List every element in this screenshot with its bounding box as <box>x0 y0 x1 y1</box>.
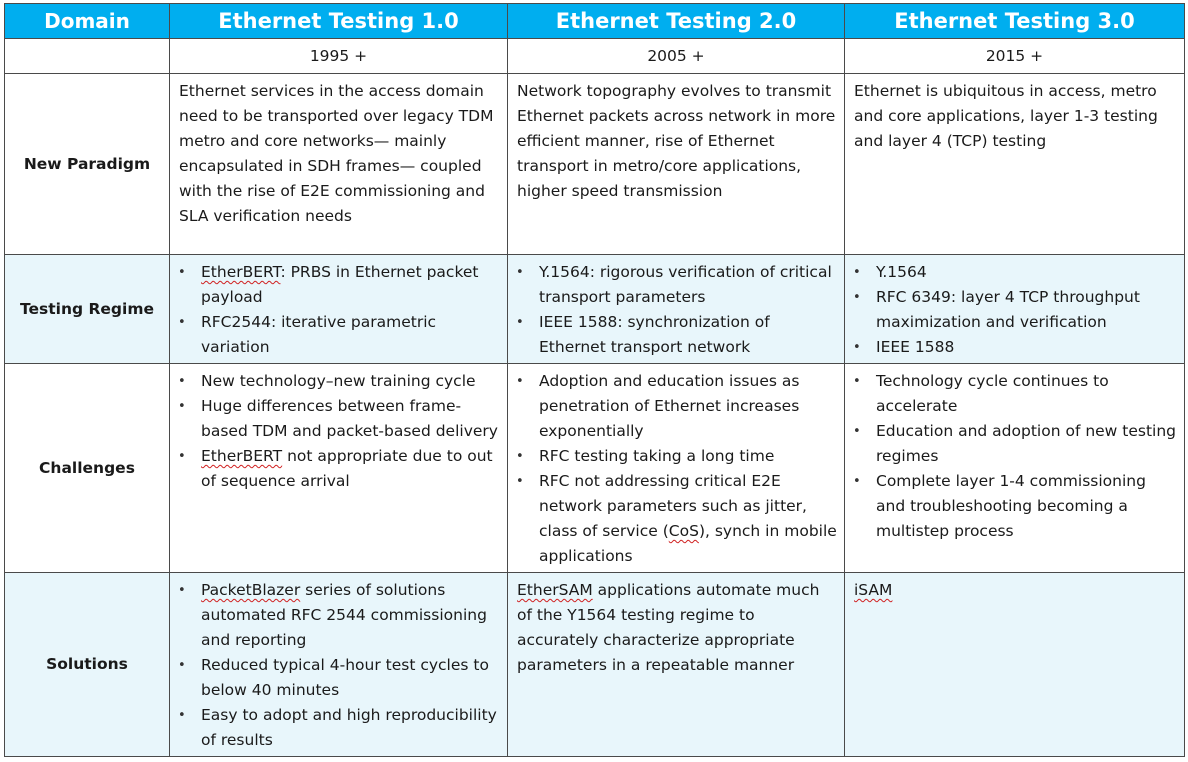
list-item <box>178 369 501 394</box>
testing-gen3-cell <box>845 255 1185 364</box>
row-challenges <box>5 364 1185 573</box>
list-item <box>516 469 838 569</box>
paradigm-gen1-text: Ethernet services in the access domain need to be transported over legacy TDM metro and core networks— mainly encapsulated in SDH frames— coupled with the rise of E2E commissioning and SLA verification needs <box>179 82 494 225</box>
list-item: • IEEE 1588: synchronization of Ethernet transport network <box>516 310 838 360</box>
list-item <box>178 653 501 703</box>
paradigm-gen3-text: Ethernet is ubiquitous in access, metro and core applications, layer 1-3 testing and layer 4 (TCP) testing <box>854 82 1158 150</box>
list-item: • Y.1564: rigorous verification of critical transport parameters <box>516 260 838 310</box>
row-label-challenges: Challenges <box>5 364 170 573</box>
paradigm-gen1-cell <box>170 74 508 255</box>
list-item <box>178 444 501 494</box>
row-new-paradigm <box>5 74 1185 255</box>
years-row <box>5 39 1185 74</box>
list-item: • Complete layer 1-4 commissioning and troubleshooting becoming a multistep process <box>853 469 1178 544</box>
row-label-testing: Testing Regime <box>5 255 170 364</box>
list-item <box>178 578 501 653</box>
solutions-gen2-text <box>508 573 844 681</box>
term-etherbert: EtherBERT <box>201 263 281 281</box>
challenges-gen2-list <box>508 364 844 572</box>
list-item <box>178 260 501 310</box>
challenges-gen2-cell <box>508 364 845 573</box>
list-item-text: Huge differences between frame-based TDM and packet-based delivery <box>201 397 498 440</box>
row-label-paradigm: New Paradigm <box>5 74 170 255</box>
years-blank-cell <box>5 39 170 74</box>
header-gen2: Ethernet Testing 2.0 <box>508 4 845 39</box>
list-item-text: RFC2544: iterative parametric variation <box>201 313 437 356</box>
term-packetblazer: PacketBlazer <box>201 581 301 599</box>
testing-gen2-cell <box>508 255 845 364</box>
year-gen2: 2005 + <box>508 39 845 74</box>
list-item <box>178 310 501 360</box>
paradigm-gen2-text: Network topography evolves to transmit Ethernet packets across network in more efficient manner, rise of Ethernet transport in metro/core applications, higher speed transmission <box>517 82 836 200</box>
list-item: • RFC 6349: layer 4 TCP throughput maximization and verification <box>853 285 1178 335</box>
list-item: • Technology cycle continues to accelerate <box>853 369 1178 419</box>
list-item-text: Adoption and education issues as penetration of Ethernet increases exponentially <box>539 372 800 440</box>
list-item <box>516 369 838 444</box>
solutions-gen3-cell <box>845 573 1185 757</box>
header-row <box>5 4 1185 39</box>
paradigm-gen3-cell <box>845 74 1185 255</box>
row-testing-regime <box>5 255 1185 364</box>
header-domain: Domain <box>5 4 170 39</box>
list-item-text: ), synch in mobile applications <box>539 522 837 565</box>
solutions-gen1-cell <box>170 573 508 757</box>
row-solutions <box>5 573 1185 757</box>
paradigm-gen2-cell <box>508 74 845 255</box>
year-gen3: 2015 + <box>845 39 1185 74</box>
solutions-gen2-body: applications automate much of the Y1564 testing regime to accurately characterize appropriate parameters in a repeatable manner <box>517 581 820 674</box>
testing-gen3-list <box>845 255 1184 363</box>
list-item-text: Easy to adopt and high reproducibility of results <box>201 706 497 749</box>
testing-gen1-list <box>170 255 507 363</box>
row-label-solutions: Solutions <box>5 573 170 757</box>
list-item-text: RFC not addressing critical E2E network parameters such as jitter, class of service ( <box>539 472 807 540</box>
ethernet-testing-table <box>4 3 1185 757</box>
list-item <box>516 444 838 469</box>
challenges-gen1-list <box>170 364 507 497</box>
challenges-gen3-cell <box>845 364 1185 573</box>
list-item-text: : PRBS in Ethernet packet payload <box>201 263 479 306</box>
testing-gen1-cell <box>170 255 508 364</box>
solutions-gen2-cell <box>508 573 845 757</box>
solutions-gen1-list <box>170 573 507 756</box>
list-item <box>178 703 501 753</box>
term-ethersam: EtherSAM <box>517 581 593 599</box>
list-item-text: New technology–new training cycle <box>201 372 476 390</box>
header-gen1: Ethernet Testing 1.0 <box>170 4 508 39</box>
list-item: • Y.1564 <box>853 260 1178 285</box>
year-gen1: 1995 + <box>170 39 508 74</box>
challenges-gen3-list <box>845 364 1184 547</box>
list-item <box>178 394 501 444</box>
term-etherbert: EtherBERT <box>201 447 283 465</box>
list-item-text: not appropriate due to out of sequence arrival <box>201 447 493 490</box>
testing-gen2-list <box>508 255 844 363</box>
list-item-text: series of solutions automated RFC 2544 commissioning and reporting <box>201 581 487 649</box>
solutions-gen3-text <box>845 573 1184 606</box>
list-item: • Education and adoption of new testing regimes <box>853 419 1178 469</box>
term-cos: CoS <box>668 522 699 540</box>
list-item: • IEEE 1588 <box>853 335 1178 360</box>
term-isam: iSAM <box>854 581 893 599</box>
list-item-text: RFC testing taking a long time <box>539 447 775 465</box>
header-gen3: Ethernet Testing 3.0 <box>845 4 1185 39</box>
challenges-gen1-cell <box>170 364 508 573</box>
list-item-text: Reduced typical 4-hour test cycles to below 40 minutes <box>201 656 489 699</box>
